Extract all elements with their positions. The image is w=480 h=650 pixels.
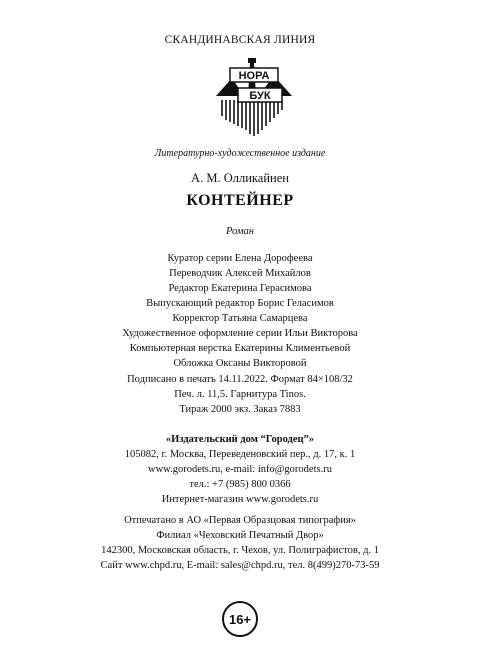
printer-line: Отпечатано в АО «Первая Образцовая типография» [124,515,356,526]
book-title: КОНТЕЙНЕР [186,192,294,209]
series-name: СКАНДИНАВСКАЯ ЛИНИЯ [164,34,316,46]
credit-line: Корректор Татьяна Самарцева [172,313,308,324]
printer-line: Сайт www.chpd.ru, E-mail: sales@chpd.ru, тел. 8(499)270-73-59 [100,560,380,571]
credit-line: Выпускающий редактор Борис Геласимов [146,298,334,309]
credit-line: Обложка Оксаны Викторовой [173,358,307,369]
print-spec-line: Тираж 2000 экз. Заказ 7883 [179,404,301,415]
publisher-shop: Интернет-магазин www.gorodets.ru [161,494,319,505]
print-specs-block [0,372,480,417]
nora-book-logo [212,56,298,138]
credit-line: Куратор серии Елена Дорофеева [167,253,313,264]
publisher-address: 105082, г. Москва, Переведеновский пер., д. 17, к. 1 [124,449,356,460]
printer-block [0,513,480,573]
publisher-phone: тел.: +7 (985) 800 0366 [189,479,291,490]
author-name: А. М. Олликайнен [191,171,289,185]
print-spec-line: Печ. л. 11,5. Гарнитура Tinos. [174,389,306,400]
credit-line: Переводчик Алексей Михайлов [169,268,311,279]
credit-line: Редактор Екатерина Герасимова [168,283,312,294]
edition-type: Литературно-художественное издание [154,148,326,159]
print-spec-line: Подписано в печать 14.11.2022. Формат 84×108/32 [127,374,353,385]
publisher-web-email: www.gorodets.ru, e-mail: info@gorodets.ru [148,464,332,475]
logo-word-top: НОРА [238,70,270,82]
genre: Роман [225,226,255,237]
printer-line: 142300, Московская область, г. Чехов, ул. Полиграфистов, д. 1 [101,545,379,556]
credit-line: Художественное оформление серии Ильи Викторова [122,328,358,339]
publisher-name: «Издательский дом “Городец”» [165,434,315,445]
credits-block [0,251,480,371]
age-rating-badge: 16+ [222,601,258,637]
credit-line: Компьютерная верстка Екатерины Климентьевой [129,343,351,354]
logo-graphic [212,56,298,138]
logo-word-bottom: БУК [249,90,271,102]
printer-line: Филиал «Чеховский Печатный Двор» [156,530,324,541]
publisher-block [0,432,480,507]
